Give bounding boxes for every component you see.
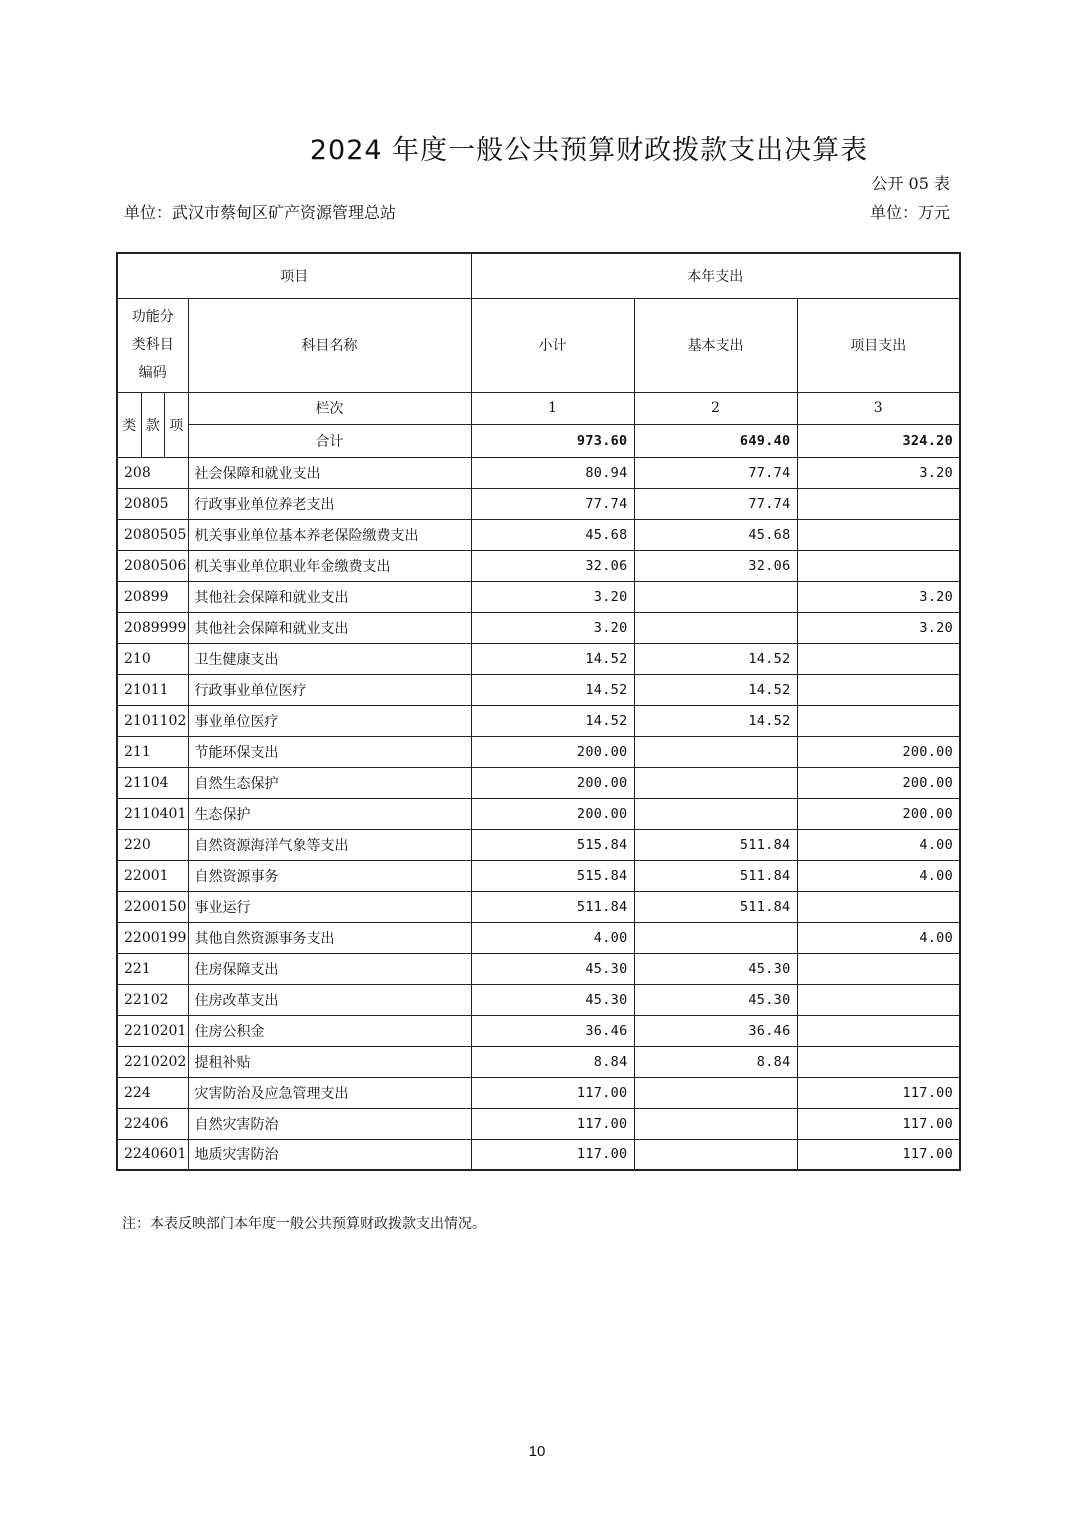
row-basic: 36.46	[634, 1015, 797, 1046]
row-code: 2110401	[117, 798, 188, 829]
row-code: 208	[117, 457, 188, 488]
header-row-2	[117, 298, 960, 392]
table-row	[117, 519, 960, 550]
row-project: 4.00	[797, 860, 960, 891]
row-basic: 45.68	[634, 519, 797, 550]
table-row	[117, 1108, 960, 1139]
row-subtotal: 515.84	[471, 829, 634, 860]
row-subject-name: 住房改革支出	[188, 984, 471, 1015]
header-function-code-line: 类科目	[131, 337, 174, 353]
row-project: 3.20	[797, 581, 960, 612]
header-basic: 基本支出	[634, 298, 797, 392]
table-row	[117, 984, 960, 1015]
row-basic: 77.74	[634, 457, 797, 488]
row-subtotal: 200.00	[471, 767, 634, 798]
row-project	[797, 984, 960, 1015]
row-code: 22406	[117, 1108, 188, 1139]
table-row	[117, 798, 960, 829]
row-subtotal: 515.84	[471, 860, 634, 891]
row-project: 200.00	[797, 767, 960, 798]
row-code: 211	[117, 736, 188, 767]
row-subtotal: 511.84	[471, 891, 634, 922]
row-subtotal: 117.00	[471, 1077, 634, 1108]
row-subject-name: 行政事业单位养老支出	[188, 488, 471, 519]
row-code: 2080506	[117, 550, 188, 581]
row-subtotal: 3.20	[471, 612, 634, 643]
row-subtotal: 45.68	[471, 519, 634, 550]
row-code: 2101102	[117, 705, 188, 736]
total-label: 合计	[188, 425, 471, 458]
row-basic	[634, 1077, 797, 1108]
row-subject-name: 行政事业单位医疗	[188, 674, 471, 705]
table-row	[117, 1015, 960, 1046]
row-code: 22001	[117, 860, 188, 891]
row-subtotal: 32.06	[471, 550, 634, 581]
row-basic	[634, 798, 797, 829]
row-subject-name: 自然资源海洋气象等支出	[188, 829, 471, 860]
row-basic	[634, 1108, 797, 1139]
page-number: 10	[528, 1443, 546, 1460]
row-subtotal: 14.52	[471, 643, 634, 674]
table-row	[117, 922, 960, 953]
form-number: 公开 05 表	[871, 174, 950, 193]
header-function-code-line: 功能分	[131, 309, 174, 325]
row-project	[797, 643, 960, 674]
row-subject-name: 其他社会保障和就业支出	[188, 581, 471, 612]
table-row	[117, 581, 960, 612]
page-title: 2024 年度一般公共预算财政拨款支出决算表	[309, 135, 869, 166]
row-project	[797, 674, 960, 705]
header-function-code-line: 编码	[138, 365, 167, 381]
row-code: 224	[117, 1077, 188, 1108]
row-basic	[634, 581, 797, 612]
table-row	[117, 457, 960, 488]
row-project: 4.00	[797, 829, 960, 860]
row-basic: 45.30	[634, 984, 797, 1015]
row-basic: 45.30	[634, 953, 797, 984]
row-subtotal: 4.00	[471, 922, 634, 953]
table-row	[117, 705, 960, 736]
table-row	[117, 829, 960, 860]
row-project	[797, 550, 960, 581]
row-basic: 14.52	[634, 643, 797, 674]
table-row	[117, 860, 960, 891]
row-project: 4.00	[797, 922, 960, 953]
total-row	[117, 425, 960, 458]
row-code: 210	[117, 643, 188, 674]
row-subtotal: 3.20	[471, 581, 634, 612]
row-code: 21104	[117, 767, 188, 798]
row-basic	[634, 736, 797, 767]
table-row	[117, 674, 960, 705]
row-subtotal: 117.00	[471, 1139, 634, 1170]
row-subtotal: 200.00	[471, 798, 634, 829]
column-index-2: 2	[634, 392, 797, 425]
row-subtotal: 77.74	[471, 488, 634, 519]
row-subject-name: 机关事业单位基本养老保险缴费支出	[188, 519, 471, 550]
row-project: 117.00	[797, 1108, 960, 1139]
row-subject-name: 节能环保支出	[188, 736, 471, 767]
row-basic: 511.84	[634, 891, 797, 922]
header-subtotal: 小计	[471, 298, 634, 392]
table-note: 注：本表反映部门本年度一般公共预算财政拨款支出情况。	[122, 1216, 486, 1232]
total-basic: 649.40	[634, 425, 797, 458]
column-index-3: 3	[797, 392, 960, 425]
row-subtotal: 14.52	[471, 705, 634, 736]
total-subtotal: 973.60	[471, 425, 634, 458]
row-subject-name: 灾害防治及应急管理支出	[188, 1077, 471, 1108]
row-basic	[634, 922, 797, 953]
row-basic: 511.84	[634, 829, 797, 860]
currency-unit: 单位：万元	[869, 203, 950, 222]
header-current-year: 本年支出	[471, 253, 960, 298]
row-basic: 32.06	[634, 550, 797, 581]
row-code: 20805	[117, 488, 188, 519]
row-project: 200.00	[797, 798, 960, 829]
table-row	[117, 736, 960, 767]
table-row	[117, 891, 960, 922]
row-project	[797, 705, 960, 736]
row-project	[797, 953, 960, 984]
row-basic	[634, 612, 797, 643]
row-code: 2240601	[117, 1139, 188, 1170]
row-project: 3.20	[797, 612, 960, 643]
row-subtotal: 45.30	[471, 984, 634, 1015]
header-row-1	[117, 253, 960, 298]
row-subject-name: 机关事业单位职业年金缴费支出	[188, 550, 471, 581]
table-row	[117, 767, 960, 798]
row-basic	[634, 767, 797, 798]
row-subject-name: 其他自然资源事务支出	[188, 922, 471, 953]
table-row	[117, 550, 960, 581]
table-row	[117, 1046, 960, 1077]
category-levels	[117, 392, 188, 457]
table-row	[117, 953, 960, 984]
row-subject-name: 社会保障和就业支出	[188, 457, 471, 488]
level-lei: 类	[118, 393, 142, 457]
row-subject-name: 卫生健康支出	[188, 643, 471, 674]
row-code: 2089999	[117, 612, 188, 643]
table-row	[117, 1139, 960, 1170]
reporting-unit: 单位：武汉市蔡甸区矿产资源管理总站	[124, 203, 397, 222]
header-subject-name: 科目名称	[188, 298, 471, 392]
row-basic: 511.84	[634, 860, 797, 891]
row-subject-name: 自然生态保护	[188, 767, 471, 798]
header-item: 项目	[117, 253, 471, 298]
table-row	[117, 612, 960, 643]
row-code: 220	[117, 829, 188, 860]
row-subtotal: 45.30	[471, 953, 634, 984]
row-subject-name: 自然灾害防治	[188, 1108, 471, 1139]
row-subject-name: 住房保障支出	[188, 953, 471, 984]
row-project	[797, 1046, 960, 1077]
column-index-label: 栏次	[188, 392, 471, 425]
row-project	[797, 1015, 960, 1046]
row-subject-name: 地质灾害防治	[188, 1139, 471, 1170]
row-code: 2200150	[117, 891, 188, 922]
row-code: 22102	[117, 984, 188, 1015]
row-project: 117.00	[797, 1139, 960, 1170]
level-xiang: 项	[169, 417, 184, 434]
row-code: 20899	[117, 581, 188, 612]
table-row	[117, 1077, 960, 1108]
level-kuan: 款	[142, 393, 166, 457]
row-code: 21011	[117, 674, 188, 705]
row-code: 221	[117, 953, 188, 984]
row-code: 2210202	[117, 1046, 188, 1077]
row-subtotal: 117.00	[471, 1108, 634, 1139]
row-basic: 14.52	[634, 674, 797, 705]
total-project: 324.20	[797, 425, 960, 458]
row-subject-name: 事业运行	[188, 891, 471, 922]
row-subject-name: 生态保护	[188, 798, 471, 829]
row-subtotal: 80.94	[471, 457, 634, 488]
row-project	[797, 488, 960, 519]
row-project: 200.00	[797, 736, 960, 767]
row-code: 2080505	[117, 519, 188, 550]
row-project: 117.00	[797, 1077, 960, 1108]
row-code: 2200199	[117, 922, 188, 953]
row-subtotal: 8.84	[471, 1046, 634, 1077]
row-basic: 77.74	[634, 488, 797, 519]
row-subject-name: 提租补贴	[188, 1046, 471, 1077]
header-project: 项目支出	[797, 298, 960, 392]
row-subject-name: 其他社会保障和就业支出	[188, 612, 471, 643]
row-project	[797, 891, 960, 922]
row-subtotal: 200.00	[471, 736, 634, 767]
row-subject-name: 事业单位医疗	[188, 705, 471, 736]
row-code: 2210201	[117, 1015, 188, 1046]
column-index-row	[117, 392, 960, 425]
row-basic	[634, 1139, 797, 1170]
table-row	[117, 643, 960, 674]
row-subject-name: 自然资源事务	[188, 860, 471, 891]
row-project: 3.20	[797, 457, 960, 488]
row-basic: 14.52	[634, 705, 797, 736]
column-index-1: 1	[471, 392, 634, 425]
expenditure-table	[116, 252, 961, 1171]
row-subject-name: 住房公积金	[188, 1015, 471, 1046]
row-basic: 8.84	[634, 1046, 797, 1077]
row-subtotal: 14.52	[471, 674, 634, 705]
header-function-code	[117, 298, 188, 392]
row-project	[797, 519, 960, 550]
table-row	[117, 488, 960, 519]
row-subtotal: 36.46	[471, 1015, 634, 1046]
